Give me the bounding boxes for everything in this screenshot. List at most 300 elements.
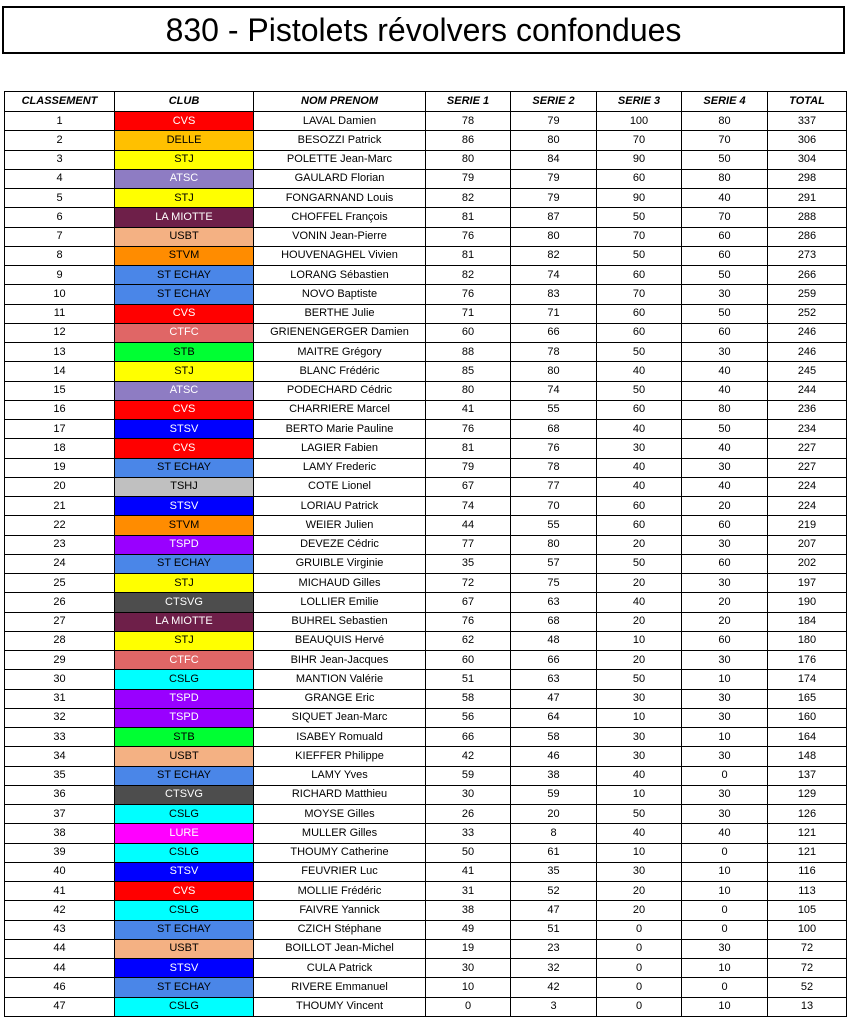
serie-4-cell: 80 [682, 112, 768, 131]
club-cell: CTSVG [115, 593, 254, 612]
serie-1-cell: 67 [426, 477, 511, 496]
serie-1-cell: 81 [426, 439, 511, 458]
rank-cell: 7 [5, 227, 115, 246]
name-cell: BIHR Jean-Jacques [254, 651, 426, 670]
serie-2-cell: 80 [511, 227, 597, 246]
header-classement: CLASSEMENT [5, 92, 115, 112]
total-cell: 72 [768, 959, 847, 978]
serie-1-cell: 85 [426, 362, 511, 381]
serie-4-cell: 30 [682, 535, 768, 554]
club-cell: CTSVG [115, 785, 254, 804]
total-cell: 116 [768, 862, 847, 881]
total-cell: 160 [768, 708, 847, 727]
serie-4-cell: 10 [682, 728, 768, 747]
club-cell: TSHJ [115, 477, 254, 496]
club-cell: ST ECHAY [115, 554, 254, 573]
rank-cell: 35 [5, 766, 115, 785]
rank-cell: 34 [5, 747, 115, 766]
serie-3-cell: 100 [597, 112, 682, 131]
table-row [5, 939, 847, 958]
serie-2-cell: 46 [511, 747, 597, 766]
club-cell: ST ECHAY [115, 978, 254, 997]
serie-1-cell: 60 [426, 323, 511, 342]
serie-3-cell: 40 [597, 824, 682, 843]
rank-cell: 3 [5, 150, 115, 169]
serie-4-cell: 50 [682, 304, 768, 323]
rank-cell: 43 [5, 920, 115, 939]
serie-3-cell: 70 [597, 131, 682, 150]
table-row [5, 343, 847, 362]
rank-cell: 40 [5, 862, 115, 881]
serie-4-cell: 40 [682, 477, 768, 496]
total-cell: 259 [768, 285, 847, 304]
name-cell: FEUVRIER Luc [254, 862, 426, 881]
total-cell: 184 [768, 612, 847, 631]
name-cell: KIEFFER Philippe [254, 747, 426, 766]
name-cell: COTE Lionel [254, 477, 426, 496]
table-row [5, 516, 847, 535]
table-row [5, 843, 847, 862]
header-row [5, 92, 847, 112]
serie-1-cell: 49 [426, 920, 511, 939]
rank-cell: 33 [5, 728, 115, 747]
rank-cell: 1 [5, 112, 115, 131]
club-cell: CSLG [115, 901, 254, 920]
club-cell: STVM [115, 246, 254, 265]
serie-1-cell: 30 [426, 959, 511, 978]
club-cell: CVS [115, 882, 254, 901]
club-cell: STB [115, 343, 254, 362]
serie-3-cell: 0 [597, 920, 682, 939]
name-cell: GAULARD Florian [254, 169, 426, 188]
club-cell: TSPD [115, 535, 254, 554]
table-row [5, 651, 847, 670]
serie-4-cell: 30 [682, 689, 768, 708]
serie-1-cell: 50 [426, 843, 511, 862]
serie-4-cell: 20 [682, 612, 768, 631]
rank-cell: 13 [5, 343, 115, 362]
serie-1-cell: 66 [426, 728, 511, 747]
club-cell: TSPD [115, 689, 254, 708]
serie-4-cell: 40 [682, 189, 768, 208]
name-cell: LAGIER Fabien [254, 439, 426, 458]
table-row [5, 497, 847, 516]
serie-2-cell: 77 [511, 477, 597, 496]
serie-4-cell: 30 [682, 343, 768, 362]
rank-cell: 42 [5, 901, 115, 920]
serie-1-cell: 82 [426, 189, 511, 208]
table-row [5, 689, 847, 708]
serie-3-cell: 60 [597, 497, 682, 516]
club-cell: STJ [115, 150, 254, 169]
serie-3-cell: 20 [597, 882, 682, 901]
serie-2-cell: 80 [511, 362, 597, 381]
serie-2-cell: 87 [511, 208, 597, 227]
name-cell: NOVO Baptiste [254, 285, 426, 304]
serie-2-cell: 80 [511, 535, 597, 554]
serie-1-cell: 79 [426, 458, 511, 477]
serie-1-cell: 71 [426, 304, 511, 323]
total-cell: 121 [768, 843, 847, 862]
serie-1-cell: 77 [426, 535, 511, 554]
club-cell: LA MIOTTE [115, 208, 254, 227]
total-cell: 291 [768, 189, 847, 208]
club-cell: USBT [115, 939, 254, 958]
serie-4-cell: 60 [682, 554, 768, 573]
name-cell: LAMY Frederic [254, 458, 426, 477]
serie-3-cell: 20 [597, 612, 682, 631]
club-cell: ATSC [115, 169, 254, 188]
serie-3-cell: 40 [597, 362, 682, 381]
serie-3-cell: 60 [597, 400, 682, 419]
table-row [5, 554, 847, 573]
header-serie-1: SERIE 1 [426, 92, 511, 112]
club-cell: CSLG [115, 670, 254, 689]
name-cell: CZICH Stéphane [254, 920, 426, 939]
total-cell: 52 [768, 978, 847, 997]
serie-3-cell: 60 [597, 516, 682, 535]
name-cell: LOLLIER Emilie [254, 593, 426, 612]
serie-4-cell: 50 [682, 150, 768, 169]
table-row [5, 747, 847, 766]
name-cell: BERTHE Julie [254, 304, 426, 323]
table-row [5, 381, 847, 400]
serie-1-cell: 19 [426, 939, 511, 958]
name-cell: BOILLOT Jean-Michel [254, 939, 426, 958]
serie-2-cell: 63 [511, 593, 597, 612]
total-cell: 197 [768, 574, 847, 593]
serie-2-cell: 3 [511, 997, 597, 1016]
serie-2-cell: 80 [511, 131, 597, 150]
serie-2-cell: 68 [511, 420, 597, 439]
serie-1-cell: 76 [426, 227, 511, 246]
serie-3-cell: 50 [597, 381, 682, 400]
total-cell: 288 [768, 208, 847, 227]
rank-cell: 27 [5, 612, 115, 631]
table-row [5, 728, 847, 747]
serie-4-cell: 40 [682, 439, 768, 458]
name-cell: FAIVRE Yannick [254, 901, 426, 920]
serie-2-cell: 83 [511, 285, 597, 304]
total-cell: 246 [768, 343, 847, 362]
serie-1-cell: 42 [426, 747, 511, 766]
club-cell: CSLG [115, 843, 254, 862]
total-cell: 246 [768, 323, 847, 342]
total-cell: 224 [768, 477, 847, 496]
rank-cell: 6 [5, 208, 115, 227]
rank-cell: 16 [5, 400, 115, 419]
total-cell: 245 [768, 362, 847, 381]
rank-cell: 26 [5, 593, 115, 612]
total-cell: 129 [768, 785, 847, 804]
serie-1-cell: 59 [426, 766, 511, 785]
serie-1-cell: 31 [426, 882, 511, 901]
total-cell: 176 [768, 651, 847, 670]
rank-cell: 28 [5, 631, 115, 650]
name-cell: LORIAU Patrick [254, 497, 426, 516]
total-cell: 236 [768, 400, 847, 419]
rank-cell: 47 [5, 997, 115, 1016]
serie-2-cell: 42 [511, 978, 597, 997]
serie-2-cell: 58 [511, 728, 597, 747]
table-row [5, 535, 847, 554]
club-cell: ST ECHAY [115, 266, 254, 285]
page-title: 830 - Pistolets révolvers confondues [2, 6, 845, 54]
serie-1-cell: 72 [426, 574, 511, 593]
name-cell: GRIENENGERGER Damien [254, 323, 426, 342]
club-cell: LURE [115, 824, 254, 843]
rank-cell: 46 [5, 978, 115, 997]
serie-3-cell: 50 [597, 554, 682, 573]
table-row [5, 824, 847, 843]
table-row [5, 708, 847, 727]
rank-cell: 20 [5, 477, 115, 496]
serie-4-cell: 60 [682, 323, 768, 342]
serie-4-cell: 30 [682, 939, 768, 958]
total-cell: 224 [768, 497, 847, 516]
table-row [5, 997, 847, 1016]
serie-1-cell: 10 [426, 978, 511, 997]
serie-3-cell: 40 [597, 593, 682, 612]
club-cell: CVS [115, 439, 254, 458]
total-cell: 180 [768, 631, 847, 650]
serie-1-cell: 79 [426, 169, 511, 188]
club-cell: STSV [115, 420, 254, 439]
serie-2-cell: 66 [511, 651, 597, 670]
club-cell: CSLG [115, 997, 254, 1016]
serie-1-cell: 26 [426, 805, 511, 824]
name-cell: RICHARD Matthieu [254, 785, 426, 804]
rank-cell: 25 [5, 574, 115, 593]
table-row [5, 920, 847, 939]
header-nom-prenom: NOM PRENOM [254, 92, 426, 112]
serie-1-cell: 80 [426, 150, 511, 169]
serie-3-cell: 0 [597, 959, 682, 978]
serie-4-cell: 70 [682, 131, 768, 150]
name-cell: POLETTE Jean-Marc [254, 150, 426, 169]
total-cell: 100 [768, 920, 847, 939]
serie-4-cell: 70 [682, 208, 768, 227]
serie-2-cell: 66 [511, 323, 597, 342]
serie-1-cell: 74 [426, 497, 511, 516]
total-cell: 126 [768, 805, 847, 824]
serie-2-cell: 23 [511, 939, 597, 958]
club-cell: CVS [115, 400, 254, 419]
serie-4-cell: 0 [682, 766, 768, 785]
name-cell: THOUMY Vincent [254, 997, 426, 1016]
serie-3-cell: 30 [597, 689, 682, 708]
name-cell: BERTO Marie Pauline [254, 420, 426, 439]
total-cell: 227 [768, 439, 847, 458]
name-cell: MOYSE Gilles [254, 805, 426, 824]
serie-4-cell: 60 [682, 631, 768, 650]
serie-3-cell: 30 [597, 747, 682, 766]
serie-2-cell: 78 [511, 343, 597, 362]
serie-1-cell: 81 [426, 208, 511, 227]
rank-cell: 8 [5, 246, 115, 265]
table-row [5, 805, 847, 824]
serie-2-cell: 64 [511, 708, 597, 727]
name-cell: WEIER Julien [254, 516, 426, 535]
serie-1-cell: 88 [426, 343, 511, 362]
serie-4-cell: 30 [682, 708, 768, 727]
club-cell: CTFC [115, 323, 254, 342]
table-row [5, 959, 847, 978]
rank-cell: 39 [5, 843, 115, 862]
table-row [5, 593, 847, 612]
rank-cell: 2 [5, 131, 115, 150]
results-table [4, 91, 847, 1017]
name-cell: MOLLIE Frédéric [254, 882, 426, 901]
rank-cell: 44 [5, 939, 115, 958]
table-row [5, 612, 847, 631]
serie-4-cell: 50 [682, 420, 768, 439]
serie-3-cell: 60 [597, 169, 682, 188]
serie-4-cell: 30 [682, 805, 768, 824]
header-serie-2: SERIE 2 [511, 92, 597, 112]
table-row [5, 766, 847, 785]
serie-4-cell: 20 [682, 497, 768, 516]
rank-cell: 29 [5, 651, 115, 670]
serie-3-cell: 0 [597, 978, 682, 997]
serie-3-cell: 20 [597, 901, 682, 920]
serie-4-cell: 0 [682, 843, 768, 862]
club-cell: STSV [115, 497, 254, 516]
serie-2-cell: 68 [511, 612, 597, 631]
serie-4-cell: 30 [682, 747, 768, 766]
serie-4-cell: 60 [682, 246, 768, 265]
serie-1-cell: 51 [426, 670, 511, 689]
serie-3-cell: 90 [597, 150, 682, 169]
total-cell: 113 [768, 882, 847, 901]
table-row [5, 882, 847, 901]
club-cell: CVS [115, 112, 254, 131]
name-cell: DEVEZE Cédric [254, 535, 426, 554]
club-cell: STVM [115, 516, 254, 535]
serie-4-cell: 30 [682, 458, 768, 477]
serie-3-cell: 40 [597, 766, 682, 785]
serie-1-cell: 78 [426, 112, 511, 131]
name-cell: FONGARNAND Louis [254, 189, 426, 208]
name-cell: LAMY Yves [254, 766, 426, 785]
serie-3-cell: 20 [597, 574, 682, 593]
header-serie-3: SERIE 3 [597, 92, 682, 112]
club-cell: ST ECHAY [115, 766, 254, 785]
serie-3-cell: 0 [597, 939, 682, 958]
total-cell: 266 [768, 266, 847, 285]
serie-3-cell: 10 [597, 785, 682, 804]
club-cell: STJ [115, 631, 254, 650]
name-cell: MAITRE Grégory [254, 343, 426, 362]
serie-1-cell: 38 [426, 901, 511, 920]
serie-4-cell: 80 [682, 400, 768, 419]
table-row [5, 420, 847, 439]
name-cell: RIVERE Emmanuel [254, 978, 426, 997]
serie-4-cell: 40 [682, 381, 768, 400]
serie-4-cell: 40 [682, 824, 768, 843]
serie-2-cell: 70 [511, 497, 597, 516]
name-cell: GRANGE Eric [254, 689, 426, 708]
serie-2-cell: 38 [511, 766, 597, 785]
total-cell: 227 [768, 458, 847, 477]
serie-1-cell: 76 [426, 612, 511, 631]
name-cell: CULA Patrick [254, 959, 426, 978]
total-cell: 165 [768, 689, 847, 708]
name-cell: BLANC Frédéric [254, 362, 426, 381]
name-cell: THOUMY Catherine [254, 843, 426, 862]
serie-3-cell: 30 [597, 862, 682, 881]
name-cell: CHARRIERE Marcel [254, 400, 426, 419]
serie-2-cell: 47 [511, 901, 597, 920]
total-cell: 306 [768, 131, 847, 150]
total-cell: 337 [768, 112, 847, 131]
serie-3-cell: 90 [597, 189, 682, 208]
table-row [5, 477, 847, 496]
serie-1-cell: 81 [426, 246, 511, 265]
serie-2-cell: 79 [511, 189, 597, 208]
serie-3-cell: 10 [597, 631, 682, 650]
table-row [5, 246, 847, 265]
serie-3-cell: 20 [597, 651, 682, 670]
rank-cell: 4 [5, 169, 115, 188]
serie-4-cell: 40 [682, 362, 768, 381]
total-cell: 202 [768, 554, 847, 573]
serie-2-cell: 8 [511, 824, 597, 843]
total-cell: 164 [768, 728, 847, 747]
rank-cell: 38 [5, 824, 115, 843]
serie-2-cell: 84 [511, 150, 597, 169]
serie-4-cell: 80 [682, 169, 768, 188]
serie-3-cell: 40 [597, 458, 682, 477]
serie-3-cell: 50 [597, 670, 682, 689]
serie-2-cell: 71 [511, 304, 597, 323]
rank-cell: 15 [5, 381, 115, 400]
total-cell: 72 [768, 939, 847, 958]
club-cell: USBT [115, 747, 254, 766]
rank-cell: 10 [5, 285, 115, 304]
club-cell: ATSC [115, 381, 254, 400]
table-row [5, 208, 847, 227]
serie-1-cell: 58 [426, 689, 511, 708]
serie-4-cell: 30 [682, 785, 768, 804]
serie-2-cell: 79 [511, 169, 597, 188]
club-cell: USBT [115, 227, 254, 246]
serie-2-cell: 74 [511, 266, 597, 285]
serie-3-cell: 60 [597, 266, 682, 285]
table-row [5, 670, 847, 689]
rank-cell: 21 [5, 497, 115, 516]
club-cell: STJ [115, 574, 254, 593]
club-cell: LA MIOTTE [115, 612, 254, 631]
table-row [5, 304, 847, 323]
table-row [5, 978, 847, 997]
table-row [5, 458, 847, 477]
rank-cell: 5 [5, 189, 115, 208]
serie-4-cell: 30 [682, 285, 768, 304]
serie-4-cell: 20 [682, 593, 768, 612]
rank-cell: 14 [5, 362, 115, 381]
header-total: TOTAL [768, 92, 847, 112]
table-row [5, 285, 847, 304]
serie-1-cell: 44 [426, 516, 511, 535]
rank-cell: 12 [5, 323, 115, 342]
rank-cell: 9 [5, 266, 115, 285]
serie-3-cell: 50 [597, 805, 682, 824]
club-cell: ST ECHAY [115, 920, 254, 939]
table-row [5, 227, 847, 246]
serie-3-cell: 0 [597, 997, 682, 1016]
serie-1-cell: 82 [426, 266, 511, 285]
